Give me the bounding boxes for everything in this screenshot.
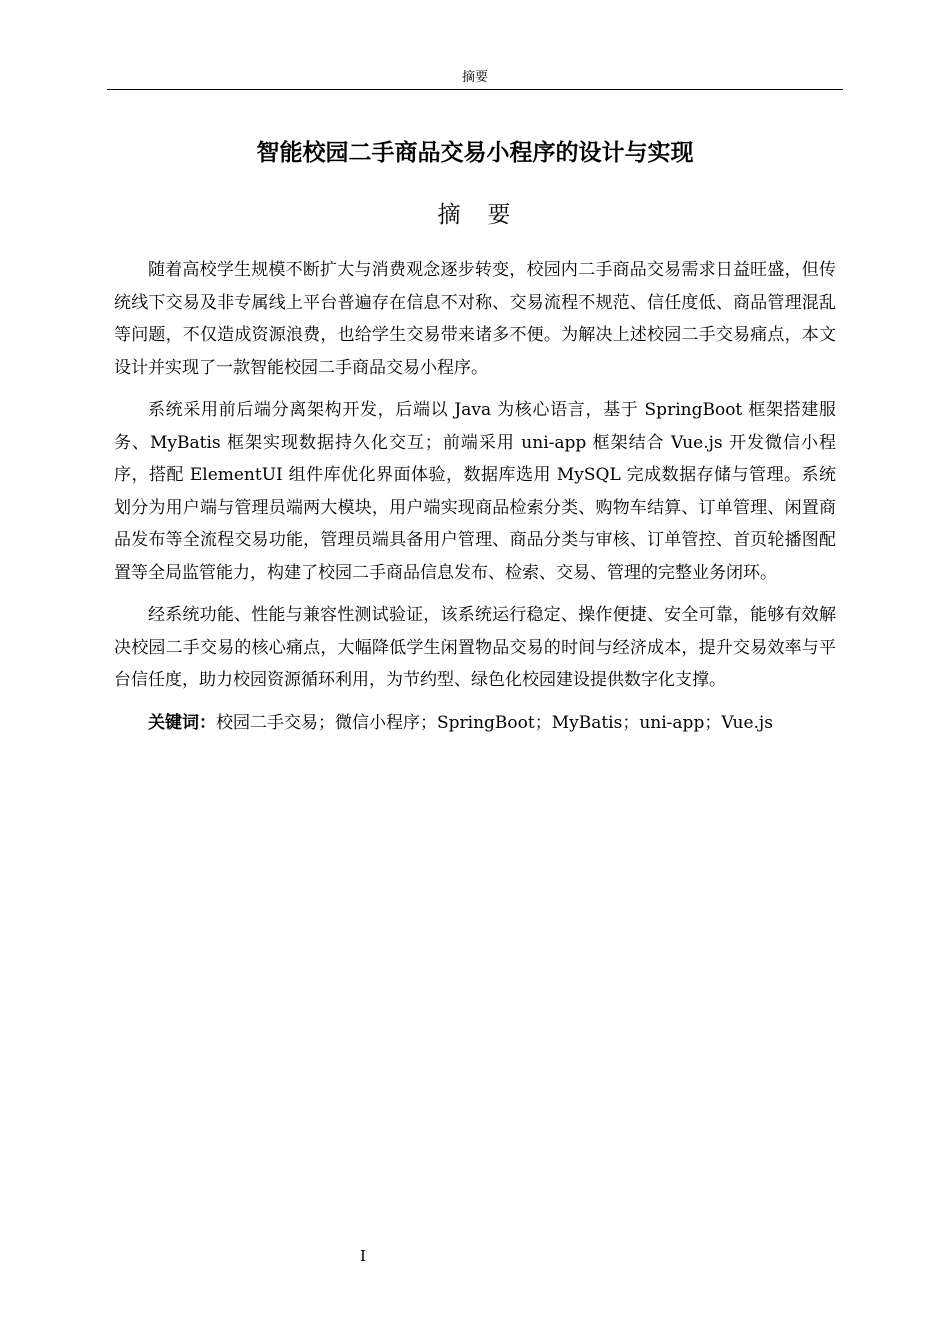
page-number: I — [360, 1247, 366, 1265]
keywords-text: 校园二手交易；微信小程序；SpringBoot；MyBatis；uni-app；Vue.js — [216, 712, 773, 733]
abstract-body — [114, 254, 836, 739]
abstract-paragraph-1: 随着高校学生规模不断扩大与消费观念逐步转变，校园内二手商品交易需求日益旺盛，但传统线下交易及非专属线上平台普遍存在信息不对称、交易流程不规范、信任度低、商品管理混乱等问题，不仅造成资源浪费，也给学生交易带来诸多不便。为解决上述校园二手交易痛点，本文设计并实现了一款智能校园二手商品交易小程序。 — [114, 260, 836, 378]
header-divider — [107, 89, 843, 90]
document-title: 智能校园二手商品交易小程序的设计与实现 — [256, 140, 694, 166]
abstract-heading: 摘 要 — [437, 202, 513, 228]
abstract-paragraph-3: 经系统功能、性能与兼容性测试验证，该系统运行稳定、操作便捷、安全可靠，能够有效解决校园二手交易的核心痛点，大幅降低学生闲置物品交易的时间与经济成本，提升交易效率与平台信任度，助力校园资源循环利用，为节约型、绿色化校园建设提供数字化支撑。 — [114, 605, 836, 690]
running-header: 摘要 — [461, 70, 488, 85]
keywords-line — [114, 707, 836, 740]
keywords-label: 关键词： — [148, 712, 216, 733]
abstract-paragraph-2: 系统采用前后端分离架构开发，后端以 Java 为核心语言，基于 SpringBoot 框架搭建服务、MyBatis 框架实现数据持久化交互；前端采用 uni-app 框架结合 Vue.js 开发微信小程序，搭配 ElementUI 组件库优化界面体验，数据库选用 MySQL 完成数据存储与管理。系统划分为用户端与管理员端两大模块，用户端实现商品检索分类、购物车结算、订单管理、闲置商品发布等全流程交易功能，管理员端具备用户管理、商品分类与审核、订单管控、首页轮播图配置等全局监管能力，构建了校园二手商品信息发布、检索、交易、管理的完整业务闭环。 — [114, 400, 836, 583]
